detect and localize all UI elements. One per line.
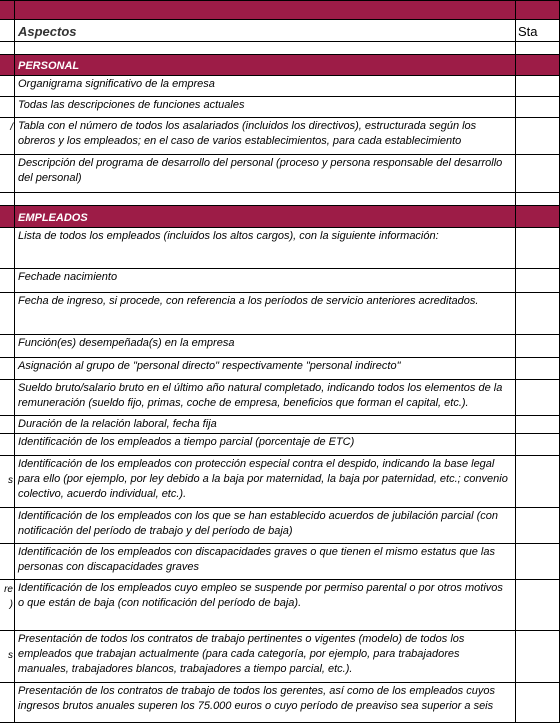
- status-cell[interactable]: [516, 97, 560, 118]
- table-row: [0, 580, 560, 631]
- aspect-cell[interactable]: Organigrama significativo de la empresa: [15, 76, 516, 97]
- aspect-cell[interactable]: Identificación de los empleados cuyo empleo se suspende por permiso parental o por otros motivos o que están de baja (con notificación del período de baja).: [15, 580, 516, 631]
- cell[interactable]: [15, 42, 516, 55]
- cell[interactable]: [0, 434, 15, 456]
- table-row: [0, 544, 560, 580]
- table-row: [0, 631, 560, 683]
- aspect-cell[interactable]: Identificación de los empleados con discapacidades graves o que tienen el mismo estatus que las personas con discapacidades graves: [15, 544, 516, 580]
- left-edge-mark[interactable]: s: [0, 456, 15, 508]
- status-cell[interactable]: [516, 434, 560, 456]
- cell[interactable]: [0, 42, 15, 55]
- cell[interactable]: [0, 358, 15, 380]
- status-cell[interactable]: [516, 118, 560, 155]
- table-row: [0, 335, 560, 358]
- aspect-cell[interactable]: Lista de todos los empleados (incluidos los altos cargos), con la siguiente información:: [15, 228, 516, 269]
- table-row: [0, 416, 560, 434]
- edge-mark-line: ): [9, 599, 13, 610]
- aspect-cell[interactable]: Identificación de los empleados con protección especial contra el despido, indicando la base legal para ello (por ejemplo, por ley debido a la baja por maternidad, la baja por paternidad, etc.; convenio colectivo, acuerdo individual, etc.).: [15, 456, 516, 508]
- section-row-personal: [0, 55, 560, 76]
- cell[interactable]: [0, 97, 15, 118]
- cell[interactable]: [516, 193, 560, 206]
- left-edge-mark[interactable]: /: [0, 118, 15, 155]
- aspect-cell[interactable]: Todas las descripciones de funciones actuales: [15, 97, 516, 118]
- cell[interactable]: [516, 206, 560, 228]
- cell[interactable]: [0, 20, 15, 42]
- cell[interactable]: [0, 269, 15, 293]
- aspect-cell[interactable]: Duración de la relación laboral, fecha fija: [15, 416, 516, 434]
- cell[interactable]: [0, 293, 15, 335]
- table-row: [0, 380, 560, 416]
- cell[interactable]: [15, 1, 516, 20]
- aspect-cell[interactable]: Fecha de ingreso, si procede, con referencia a los períodos de servicio anteriores acreditados.: [15, 293, 516, 335]
- column-header-aspectos[interactable]: Aspectos: [15, 20, 516, 42]
- cell[interactable]: [0, 155, 15, 193]
- cell[interactable]: [0, 508, 15, 544]
- aspect-cell[interactable]: Presentación de los contratos de trabajo de todos los gerentes, así como de los empleados cuyos ingresos brutos anuales superen los 75.000 euros o cuyo período de preaviso sea superior a seis: [15, 683, 516, 723]
- table-row: [0, 76, 560, 97]
- status-cell[interactable]: [516, 269, 560, 293]
- cell[interactable]: [0, 55, 15, 76]
- aspect-cell[interactable]: Presentación de todos los contratos de trabajo pertinentes o vigentes (modelo) de todos los empleados que trabajan actualmente (para cada categoría, por ejemplo, para trabajadores manuales, trabajadores blancos, trabajadores a tiempo parcial, etc.).: [15, 631, 516, 683]
- cell[interactable]: [0, 1, 15, 20]
- section-title-empleados[interactable]: EMPLEADOS: [15, 206, 516, 228]
- status-cell[interactable]: [516, 580, 560, 631]
- aspect-cell[interactable]: Sueldo bruto/salario bruto en el último año natural completado, indicando todos los elementos de la remuneración (sueldo fijo, primas, coche de empresa, beneficios que forman el capital, etc.).: [15, 380, 516, 416]
- status-cell[interactable]: [516, 76, 560, 97]
- cell[interactable]: [0, 206, 15, 228]
- aspect-cell[interactable]: Descripción del programa de desarrollo del personal (proceso y persona responsable del desarrollo del personal): [15, 155, 516, 193]
- header-row: [0, 20, 560, 42]
- status-cell[interactable]: [516, 544, 560, 580]
- spacer-row: [0, 42, 560, 55]
- status-cell[interactable]: [516, 456, 560, 508]
- section-title-personal[interactable]: PERSONAL: [15, 55, 516, 76]
- table-row: [0, 358, 560, 380]
- table-row: [0, 293, 560, 335]
- cell[interactable]: [516, 42, 560, 55]
- aspect-cell[interactable]: Identificación de los empleados a tiempo parcial (porcentaje de ETC): [15, 434, 516, 456]
- column-header-status[interactable]: Sta: [516, 20, 560, 42]
- cell[interactable]: [0, 683, 15, 723]
- status-cell[interactable]: [516, 228, 560, 269]
- status-cell[interactable]: [516, 683, 560, 723]
- aspect-cell[interactable]: Función(es) desempeñada(s) en la empresa: [15, 335, 516, 358]
- cell[interactable]: [0, 380, 15, 416]
- table-row: [0, 97, 560, 118]
- left-edge-mark[interactable]: s: [0, 631, 15, 683]
- status-cell[interactable]: [516, 155, 560, 193]
- status-cell[interactable]: [516, 335, 560, 358]
- table-row: [0, 508, 560, 544]
- cell[interactable]: [0, 416, 15, 434]
- table-row: [0, 118, 560, 155]
- table-row: [0, 434, 560, 456]
- aspect-cell[interactable]: Identificación de los empleados con los que se han establecido acuerdos de jubilación parcial (con notificación del período de trabajo y del período de baja): [15, 508, 516, 544]
- cell[interactable]: [15, 193, 516, 206]
- cell[interactable]: [516, 55, 560, 76]
- left-edge-mark[interactable]: [0, 580, 15, 631]
- spacer-row: [0, 193, 560, 206]
- cell[interactable]: [0, 193, 15, 206]
- section-row-empleados: [0, 206, 560, 228]
- cell[interactable]: [0, 335, 15, 358]
- table-row: [0, 155, 560, 193]
- aspect-cell[interactable]: Tabla con el número de todos los asalariados (incluidos los directivos), estructurada según los obreros y los empleados; en el caso de varios establecimientos, para cada establecimiento: [15, 118, 516, 155]
- table-row: [0, 269, 560, 293]
- aspect-cell[interactable]: Asignación al grupo de "personal directo" respectivamente "personal indirecto": [15, 358, 516, 380]
- cell[interactable]: [0, 228, 15, 269]
- status-cell[interactable]: [516, 293, 560, 335]
- status-cell[interactable]: [516, 508, 560, 544]
- cell[interactable]: [0, 544, 15, 580]
- table-row: [0, 683, 560, 723]
- table-row: [0, 228, 560, 269]
- status-cell[interactable]: [516, 358, 560, 380]
- status-cell[interactable]: [516, 380, 560, 416]
- edge-mark-line: re: [4, 584, 13, 595]
- cell[interactable]: [516, 1, 560, 20]
- table-row: [0, 456, 560, 508]
- cell[interactable]: [0, 76, 15, 97]
- aspect-cell[interactable]: Fechade nacimiento: [15, 269, 516, 293]
- status-cell[interactable]: [516, 416, 560, 434]
- status-cell[interactable]: [516, 631, 560, 683]
- top-banner-row: [0, 1, 560, 20]
